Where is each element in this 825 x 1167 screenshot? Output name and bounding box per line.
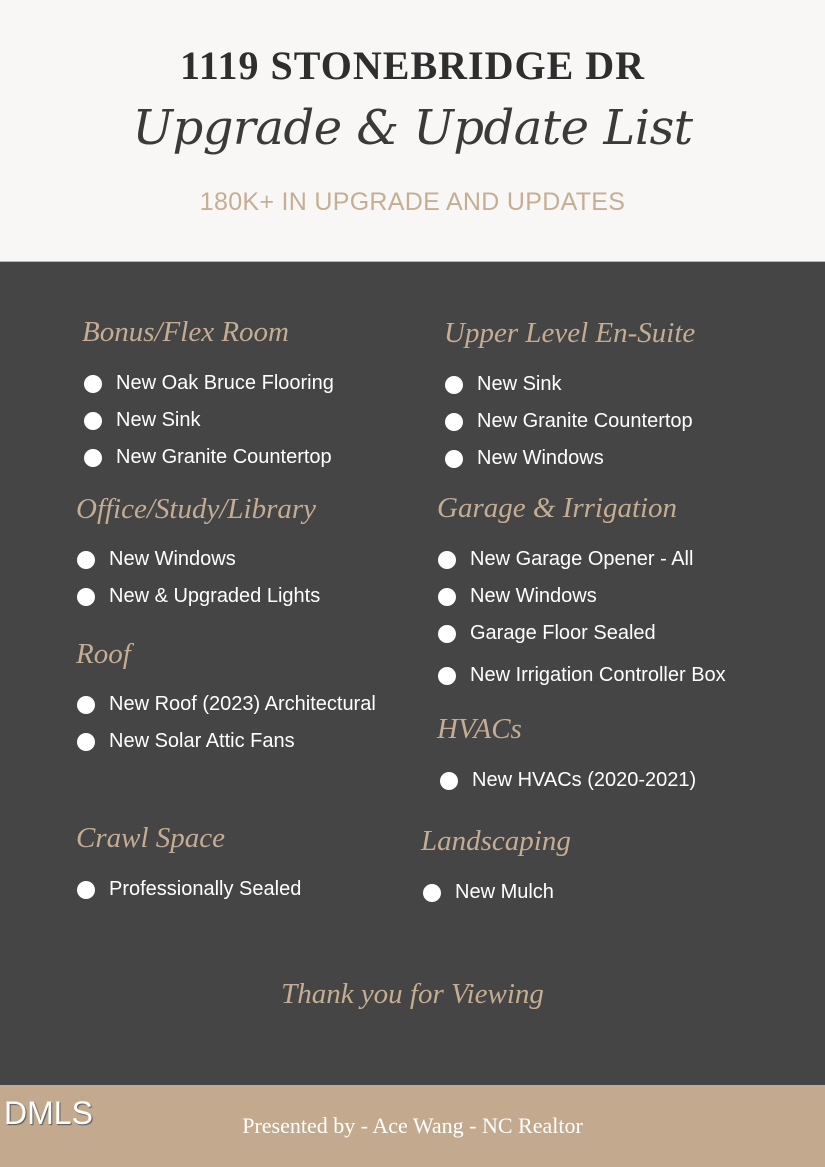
- section-title-landscaping: Landscaping: [421, 825, 571, 857]
- item-label: Professionally Sealed: [109, 878, 302, 900]
- list-item: [77, 548, 236, 571]
- bullet-circle-icon: [445, 413, 463, 431]
- item-label: New Granite Countertop: [116, 446, 332, 468]
- list-item: [84, 372, 334, 395]
- section-title-garage-irrigation: Garage & Irrigation: [437, 492, 678, 524]
- dmls-logo: DMLS: [4, 1095, 93, 1131]
- bullet-circle-icon: [77, 733, 95, 751]
- list-item: [440, 769, 696, 792]
- bullet-circle-icon: [84, 375, 102, 393]
- item-label: New Irrigation Controller Box: [470, 664, 726, 686]
- item-label: Garage Floor Sealed: [470, 622, 656, 644]
- list-item: [445, 447, 604, 470]
- footer-banner: [0, 1085, 825, 1167]
- bullet-circle-icon: [445, 376, 463, 394]
- bullet-circle-icon: [84, 412, 102, 430]
- property-address: 1119 STONEBRIDGE DR: [179, 43, 646, 88]
- presented-by: Presented by - Ace Wang - NC Realtor: [242, 1113, 583, 1138]
- bullet-circle-icon: [438, 667, 456, 685]
- bullet-circle-icon: [438, 588, 456, 606]
- list-item: [445, 410, 693, 433]
- item-label: New Windows: [470, 585, 597, 607]
- list-item: [77, 693, 376, 716]
- list-item: [438, 585, 597, 608]
- item-label: New Sink: [477, 373, 562, 395]
- section-title-hvacs: HVACs: [437, 713, 522, 745]
- list-item: [423, 881, 554, 904]
- item-label: New Solar Attic Fans: [109, 730, 295, 752]
- list-item: [77, 585, 320, 608]
- item-label: New Sink: [116, 409, 201, 431]
- item-label: New Garage Opener - All: [470, 548, 694, 570]
- item-label: New & Upgraded Lights: [109, 585, 321, 607]
- list-item: [84, 446, 332, 469]
- bullet-circle-icon: [440, 772, 458, 790]
- section-title-roof: Roof: [76, 638, 131, 670]
- section-title-bonus-flex-room: Bonus/Flex Room: [82, 316, 289, 348]
- section-title-upper-level-en-suite: Upper Level En-Suite: [444, 317, 696, 349]
- item-label: New Windows: [477, 447, 604, 469]
- bullet-circle-icon: [438, 625, 456, 643]
- item-label: New Oak Bruce Flooring: [116, 372, 334, 394]
- item-label: New Roof (2023) Architectural: [109, 693, 376, 715]
- bullet-circle-icon: [423, 884, 441, 902]
- item-label: New Granite Countertop: [477, 410, 693, 432]
- bullet-circle-icon: [77, 881, 95, 899]
- list-item: [77, 730, 295, 753]
- item-label: New Mulch: [455, 881, 554, 903]
- bullet-circle-icon: [77, 551, 95, 569]
- header-banner: [0, 0, 825, 262]
- page-subtitle: 180K+ IN UPGRADE AND UPDATES: [199, 188, 626, 216]
- list-item: [84, 409, 200, 432]
- list-item: [438, 664, 726, 687]
- bullet-circle-icon: [77, 696, 95, 714]
- bullet-circle-icon: [438, 551, 456, 569]
- section-title-office-study-library: Office/Study/Library: [76, 493, 317, 525]
- list-item: [77, 878, 301, 901]
- bullet-circle-icon: [77, 588, 95, 606]
- item-label: New HVACs (2020-2021): [472, 769, 697, 791]
- closing-message: Thank you for Viewing: [281, 978, 544, 1010]
- list-item: [438, 548, 693, 571]
- list-item: [445, 373, 561, 396]
- bullet-circle-icon: [445, 450, 463, 468]
- item-label: New Windows: [109, 548, 236, 570]
- page-title: Upgrade & Update List: [132, 100, 693, 156]
- bullet-circle-icon: [84, 449, 102, 467]
- list-item: [438, 622, 656, 645]
- section-title-crawl-space: Crawl Space: [76, 822, 226, 854]
